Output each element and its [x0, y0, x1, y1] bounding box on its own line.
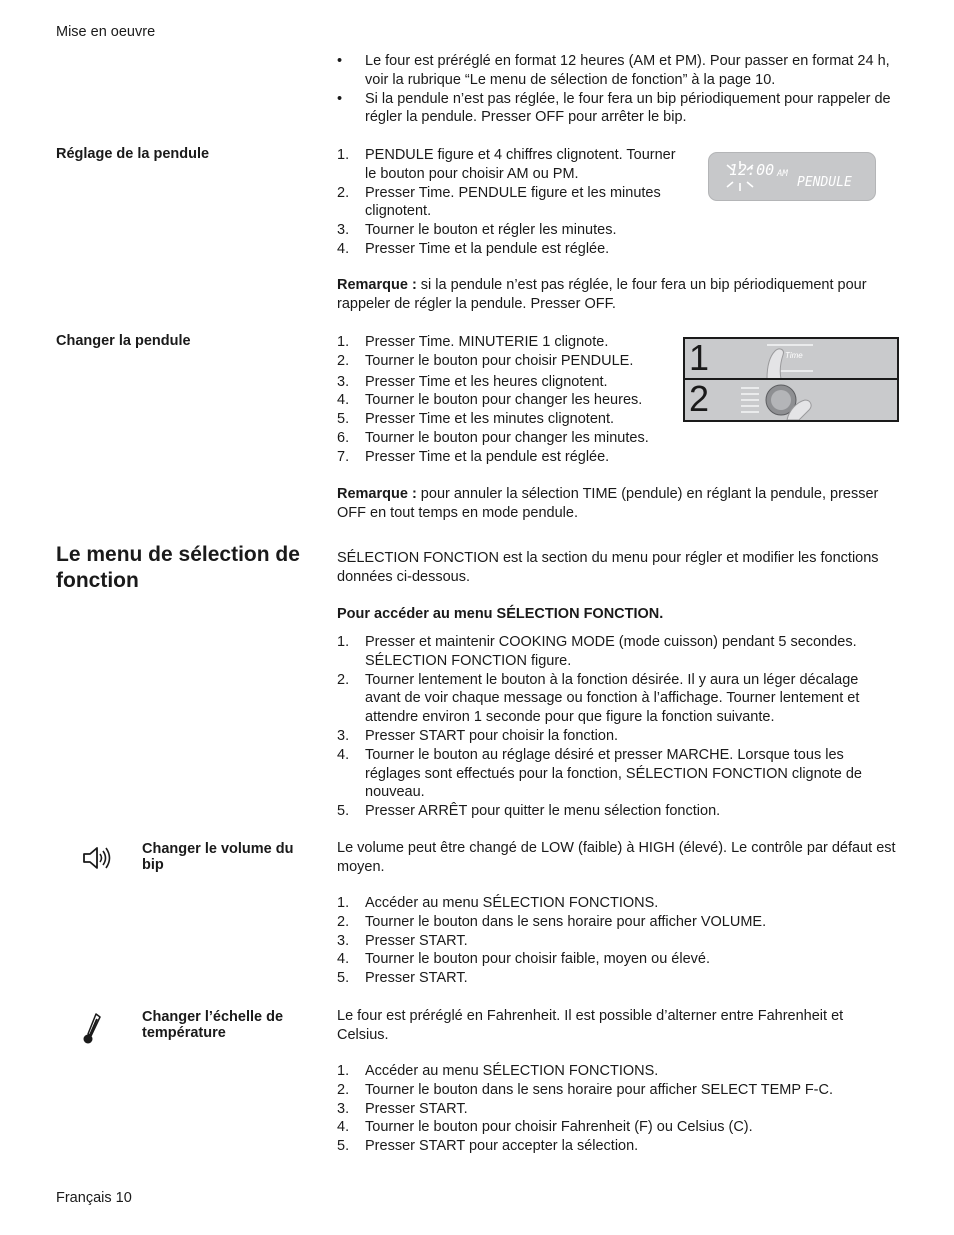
- menu-intro: SÉLECTION FONCTION est la section du menu pour régler et modifier les fonctions données ci-dessous.: [337, 550, 879, 585]
- list-item: 2. Tourner le bouton dans le sens horaire pour afficher SELECT TEMP F-C.: [337, 1081, 834, 1098]
- footer-page-label: Français 10: [56, 1190, 132, 1206]
- list-item: 1. Accéder au menu SÉLECTION FONCTIONS.: [337, 895, 659, 911]
- time-button-label: Time: [785, 351, 803, 360]
- list-item: 3. Presser START pour choisir la fonction.: [337, 727, 619, 744]
- list-item: 2. Presser Time. PENDULE figure et les minutes clignotent.: [337, 184, 661, 220]
- section-heading-changer: Changer la pendule: [56, 333, 191, 349]
- volume-steps: [337, 894, 897, 988]
- step-number: 2: [689, 378, 710, 419]
- step-number: 1: [689, 337, 710, 378]
- reglage-note: Remarque : si la pendule n’est pas réglée, le four fera un bip périodiquement pour rappeler de régler la pendule. Presser OFF.: [337, 277, 867, 312]
- intro-bullet-list: [337, 52, 897, 127]
- speaker-icon: [80, 844, 112, 872]
- list-item: 1. PENDULE figure et 4 chiffres clignotent. Tourner le bouton pour choisir AM ou PM.: [337, 147, 676, 182]
- step1-panel: [683, 337, 899, 381]
- list-item: 2. Tourner le bouton dans le sens horaire pour afficher VOLUME.: [337, 913, 767, 930]
- section-heading-reglage: Réglage de la pendule: [56, 146, 210, 162]
- list-item: 5. Presser START pour accepter la sélection.: [337, 1138, 639, 1155]
- list-item: 6. Tourner le bouton pour changer les minutes.: [337, 429, 649, 446]
- step2-panel: [683, 378, 899, 422]
- list-item: 4. Tourner le bouton pour changer les heures.: [337, 392, 643, 409]
- changer-note: Remarque : pour annuler la sélection TIME (pendule) en réglant la pendule, presser OFF en tout temps en mode pendule.: [337, 486, 879, 521]
- list-item: 3. Tourner le bouton et régler les minutes.: [337, 222, 617, 239]
- list-item: 4. Tourner le bouton pour choisir Fahrenheit (F) ou Celsius (C).: [337, 1119, 753, 1136]
- list-item: 5. Presser START.: [337, 970, 468, 987]
- section-heading-volume: Changer le volume du bip: [142, 841, 294, 873]
- temperature-intro: Le four est préréglé en Fahrenheit. Il est possible d’alterner entre Fahrenheit et Celsius.: [337, 1008, 844, 1043]
- list-item: 3. Presser START.: [337, 932, 468, 949]
- menu-steps: [337, 633, 897, 821]
- header-section-title: Mise en oeuvre: [56, 24, 156, 40]
- list-item: 2. Tourner le bouton pour choisir PENDULE.: [337, 352, 634, 369]
- list-item: 4. Presser Time et la pendule est réglée.: [337, 240, 610, 257]
- list-item: 1. Presser Time. MINUTERIE 1 clignote.: [337, 334, 609, 350]
- volume-intro: Le volume peut être changé de LOW (faible) à HIGH (élevé). Le contrôle par défaut est moyen.: [337, 840, 896, 875]
- knob-turn-icon: [739, 380, 819, 420]
- section-heading-temperature: Changer l’échelle de température: [142, 1009, 284, 1041]
- list-item: 5. Presser Time et les minutes clignotent.: [337, 411, 615, 428]
- list-item: 1. Presser et maintenir COOKING MODE (mode cuisson) pendant 5 secondes. SÉLECTION FONCTION figure.: [337, 634, 857, 669]
- list-item: 3. Presser Time et les heures clignotent.: [337, 373, 608, 390]
- display-ampm: AM: [777, 169, 788, 179]
- menu-access-heading: Pour accéder au menu SÉLECTION FONCTION.: [337, 606, 664, 622]
- list-item: 4. Tourner le bouton pour choisir faible, moyen ou élevé.: [337, 951, 710, 968]
- list-item: 4. Tourner le bouton au réglage désiré et presser MARCHE. Lorsque tous les réglages sont effectués pour la fonction, SÉLECTION FONCTION clignote de nouveau.: [337, 746, 862, 801]
- section-heading-menu: Le menu de sélection de fonction: [56, 543, 300, 592]
- list-item: 3. Presser START.: [337, 1100, 468, 1117]
- list-item: • Le four est préréglé en format 12 heures (AM et PM). Pour passer en format 24 h, voir la rubrique “Le menu de sélection de fonction” à la page 10.: [337, 53, 890, 88]
- list-item: 5. Presser ARRÊT pour quitter le menu sélection fonction.: [337, 803, 721, 820]
- temperature-steps: [337, 1062, 897, 1156]
- list-item: 2. Tourner lentement le bouton à la fonction désirée. Il y aura un léger décalage avant de voir chaque message ou fonction à l’affichage. Tourner lentement et attendre environ 1 seconde pour que figure la fonction suivante.: [337, 671, 860, 726]
- display-word: PENDULE: [797, 175, 852, 190]
- list-item: 1. Accéder au menu SÉLECTION FONCTIONS.: [337, 1063, 659, 1079]
- reglage-steps: [337, 146, 677, 259]
- changer-steps: [337, 333, 677, 467]
- display-time: 12:00: [729, 161, 775, 179]
- thermometer-icon: [82, 1012, 104, 1046]
- clock-display-illustration: [708, 152, 876, 201]
- list-item: 7. Presser Time et la pendule est réglée.: [337, 448, 610, 465]
- list-item: • Si la pendule n’est pas réglée, le four fera un bip périodiquement pour rappeler de régler la pendule. Presser OFF pour arrêter le bip.: [337, 90, 891, 126]
